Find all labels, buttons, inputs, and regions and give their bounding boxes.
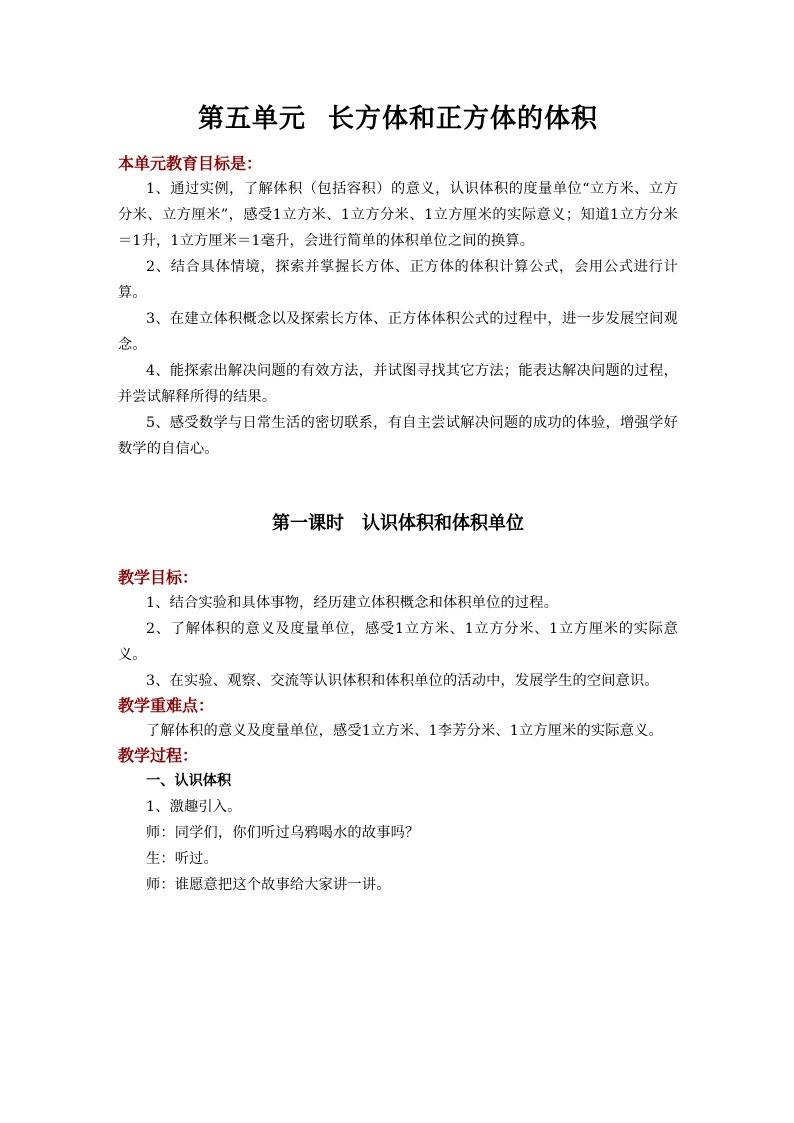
teaching-goal-3: 3、在实验、观察、交流等认识体积和体积单位的活动中，发展学生的空间意识。	[146, 673, 659, 689]
unit-goal-5: 5、感受数学与日常生活的密切联系，有自主尝试解决问题的成功的体验，增强学好数学的自信心。	[118, 415, 678, 457]
lesson-title	[118, 510, 678, 538]
unit-goal-3: 3、在建立体积概念以及探索长方体、正方体体积公式的过程中，进一步发展空间观念。	[118, 311, 678, 353]
key-points-text: 了解体积的意义及度量单位，感受1立方米、1李芳分米、1立方厘米的实际意义。	[146, 723, 663, 739]
teaching-goals-heading: 教学目标：	[118, 568, 199, 587]
unit-title-topic: 长方体和正方体的体积	[328, 104, 599, 134]
unit-goal-1: 1、通过实例，了解体积（包括容积）的意义，认识体积的度量单位“立方米、立方分米、立方厘米”，感受1立方米、1立方分米、1立方厘米的实际意义；知道1立方分米＝1升，1立方厘米＝1毫升，会进行简单的体积单位之间的换算。	[118, 181, 678, 249]
key-points-heading: 教学重难点：	[118, 696, 215, 715]
unit-goal-2: 2、结合具体情境，探索并掌握长方体、正方体的体积计算公式，会用公式进行计算。	[118, 259, 678, 301]
process-line-1: 1、激趣引入。	[146, 799, 242, 815]
document-content	[118, 100, 678, 898]
unit-title-number: 第五单元	[197, 104, 306, 134]
process-heading: 教学过程：	[118, 746, 199, 765]
lesson-title-topic: 认识体积和体积单位	[362, 513, 524, 534]
process-line-2: 师：同学们，你们听过乌鸦喝水的故事吗？	[146, 825, 420, 841]
unit-goals-heading: 本单元教育目标是：	[118, 154, 263, 173]
unit-goal-4: 4、能探索出解决问题的有效方法，并试图寻找其它方法；能表达解决问题的过程，并尝试解释所得的结果。	[118, 363, 678, 405]
process-section-title: 一、认识体积	[146, 773, 232, 789]
process-line-4: 师：谁愿意把这个故事给大家讲一讲。	[146, 877, 391, 893]
lesson-title-number: 第一课时	[272, 513, 344, 534]
teaching-goal-2: 2、了解体积的意义及度量单位，感受1立方米、1立方分米、1立方厘米的实际意义。	[118, 621, 678, 663]
unit-title	[118, 100, 678, 138]
teaching-goal-1: 1、结合实验和具体事物，经历建立体积概念和体积单位的过程。	[146, 595, 559, 611]
process-line-3: 生：听过。	[146, 851, 218, 867]
